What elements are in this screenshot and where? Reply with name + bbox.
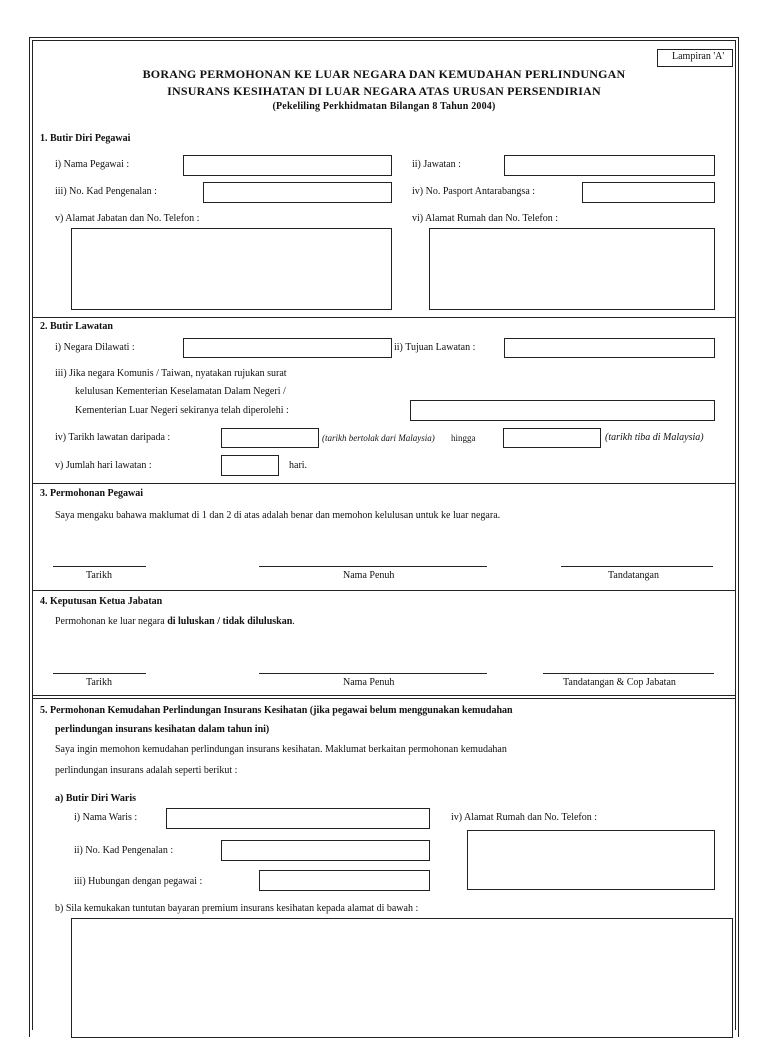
komunis-text-1: iii) Jika negara Komunis / Taiwan, nyatakan rujukan surat: [55, 368, 287, 379]
nama-pegawai-label: i) Nama Pegawai :: [55, 159, 130, 170]
tandatangan-signature-line[interactable]: [561, 566, 713, 567]
tandatangan-cop-signature-line[interactable]: [543, 673, 714, 674]
keputusan-text-a: Permohonan ke luar negara: [55, 616, 168, 627]
kad-pengenalan-input[interactable]: [203, 182, 392, 203]
jumlah-hari-label: v) Jumlah hari lawatan :: [55, 460, 152, 471]
hari-label: hari.: [289, 460, 308, 471]
nama-pegawai-input[interactable]: [183, 155, 392, 176]
jawatan-label: ii) Jawatan :: [412, 159, 461, 170]
tujuan-label: ii) Tujuan Lawatan :: [394, 342, 476, 353]
alamat-jabatan-label: v) Alamat Jabatan dan No. Telefon :: [55, 213, 200, 224]
alamat-tuntutan-input[interactable]: [71, 918, 733, 1038]
alamat-jabatan-input[interactable]: [71, 228, 392, 310]
pengakuan-text: Saya mengaku bahawa maklumat di 1 dan 2 di atas adalah benar dan memohon kelulusan untuk ke luar negara.: [55, 510, 501, 521]
komunis-text-3: Kementerian Luar Negeri sekiranya telah diperolehi :: [75, 405, 289, 416]
keputusan-text: [55, 616, 295, 628]
tuntutan-text: b) Sila kemukakan tuntutan bayaran premium insurans kesihatan kepada alamat di bawah :: [55, 903, 419, 914]
tarikh-bertolak-input[interactable]: [221, 428, 319, 448]
tarikh-signature-line-4[interactable]: [53, 673, 146, 674]
tarikh-signature-line[interactable]: [53, 566, 146, 567]
section4-heading: 4. Keputusan Ketua Jabatan: [40, 596, 163, 607]
form-title-line2: INSURANS KESIHATAN DI LUAR NEGARA ATAS URUSAN PERSENDIRIAN: [167, 84, 601, 98]
kad-pengenalan-label: iii) No. Kad Pengenalan :: [55, 186, 157, 197]
nama-penuh-signature-line[interactable]: [259, 566, 487, 567]
hubungan-label: iii) Hubungan dengan pegawai :: [74, 876, 203, 887]
kad-waris-label: ii) No. Kad Pengenalan :: [74, 845, 174, 856]
tarikh-tiba-note: (tarikh tiba di Malaysia): [605, 432, 704, 443]
rujukan-input[interactable]: [410, 400, 715, 421]
form-title-line1: BORANG PERMOHONAN KE LUAR NEGARA DAN KEMUDAHAN PERLINDUNGAN: [142, 67, 626, 81]
lampiran-text: Lampiran 'A': [672, 51, 725, 62]
section5-heading-2: perlindungan insurans kesihatan dalam tahun ini): [55, 724, 270, 735]
kad-waris-input[interactable]: [221, 840, 430, 861]
komunis-text-2: kelulusan Kementerian Keselamatan Dalam Negeri /: [75, 386, 286, 397]
alamat-waris-label: iv) Alamat Rumah dan No. Telefon :: [451, 812, 598, 823]
jumlah-hari-input[interactable]: [221, 455, 279, 476]
hingga-label: hingga: [451, 433, 476, 443]
tujuan-input[interactable]: [504, 338, 715, 358]
tandatangan-cop-caption: Tandatangan & Cop Jabatan: [563, 677, 676, 688]
divider-4b: [32, 698, 735, 699]
butir-waris-heading: a) Butir Diri Waris: [55, 793, 137, 804]
section5-text-1: Saya ingin memohon kemudahan perlindungan insurans kesihatan. Maklumat berkaitan permohonan kemudahan: [55, 744, 507, 755]
nama-penuh-signature-line-4[interactable]: [259, 673, 487, 674]
section2-heading: 2. Butir Lawatan: [40, 321, 113, 332]
tarikh-caption-4: Tarikh: [86, 677, 112, 688]
tarikh-bertolak-note: (tarikh bertolak dari Malaysia): [322, 433, 435, 443]
section5-text-2: perlindungan insurans adalah seperti berikut :: [55, 765, 238, 776]
divider-4a: [32, 695, 735, 696]
pasport-label: iv) No. Pasport Antarabangsa :: [412, 186, 536, 197]
divider-3: [32, 590, 735, 591]
nama-penuh-caption-4: Nama Penuh: [343, 677, 395, 688]
nama-waris-input[interactable]: [166, 808, 430, 829]
section1-heading: 1. Butir Diri Pegawai: [40, 133, 131, 144]
tarikh-tiba-input[interactable]: [503, 428, 601, 448]
tarikh-lawatan-label: iv) Tarikh lawatan daripada :: [55, 432, 171, 443]
section5-heading-1: 5. Permohonan Kemudahan Perlindungan Insurans Kesihatan (jika pegawai belum menggunakan kemudahan: [40, 705, 513, 716]
alamat-rumah-input[interactable]: [429, 228, 715, 310]
jawatan-input[interactable]: [504, 155, 715, 176]
negara-input[interactable]: [183, 338, 392, 358]
nama-penuh-caption: Nama Penuh: [343, 570, 395, 581]
negara-label: i) Negara Dilawati :: [55, 342, 135, 353]
divider-2: [32, 483, 735, 484]
tandatangan-caption: Tandatangan: [608, 570, 659, 581]
form-subtitle: (Pekeliling Perkhidmatan Bilangan 8 Tahun 2004): [272, 101, 496, 112]
keputusan-text-c: .: [292, 616, 295, 627]
alamat-waris-input[interactable]: [467, 830, 715, 890]
divider-1: [32, 317, 735, 318]
pasport-input[interactable]: [582, 182, 715, 203]
alamat-rumah-label: vi) Alamat Rumah dan No. Telefon :: [412, 213, 559, 224]
nama-waris-label: i) Nama Waris :: [74, 812, 138, 823]
section3-heading: 3. Permohonan Pegawai: [40, 488, 144, 499]
keputusan-status[interactable]: di luluskan / tidak diluluskan: [167, 616, 293, 627]
tarikh-caption: Tarikh: [86, 570, 112, 581]
hubungan-input[interactable]: [259, 870, 430, 891]
